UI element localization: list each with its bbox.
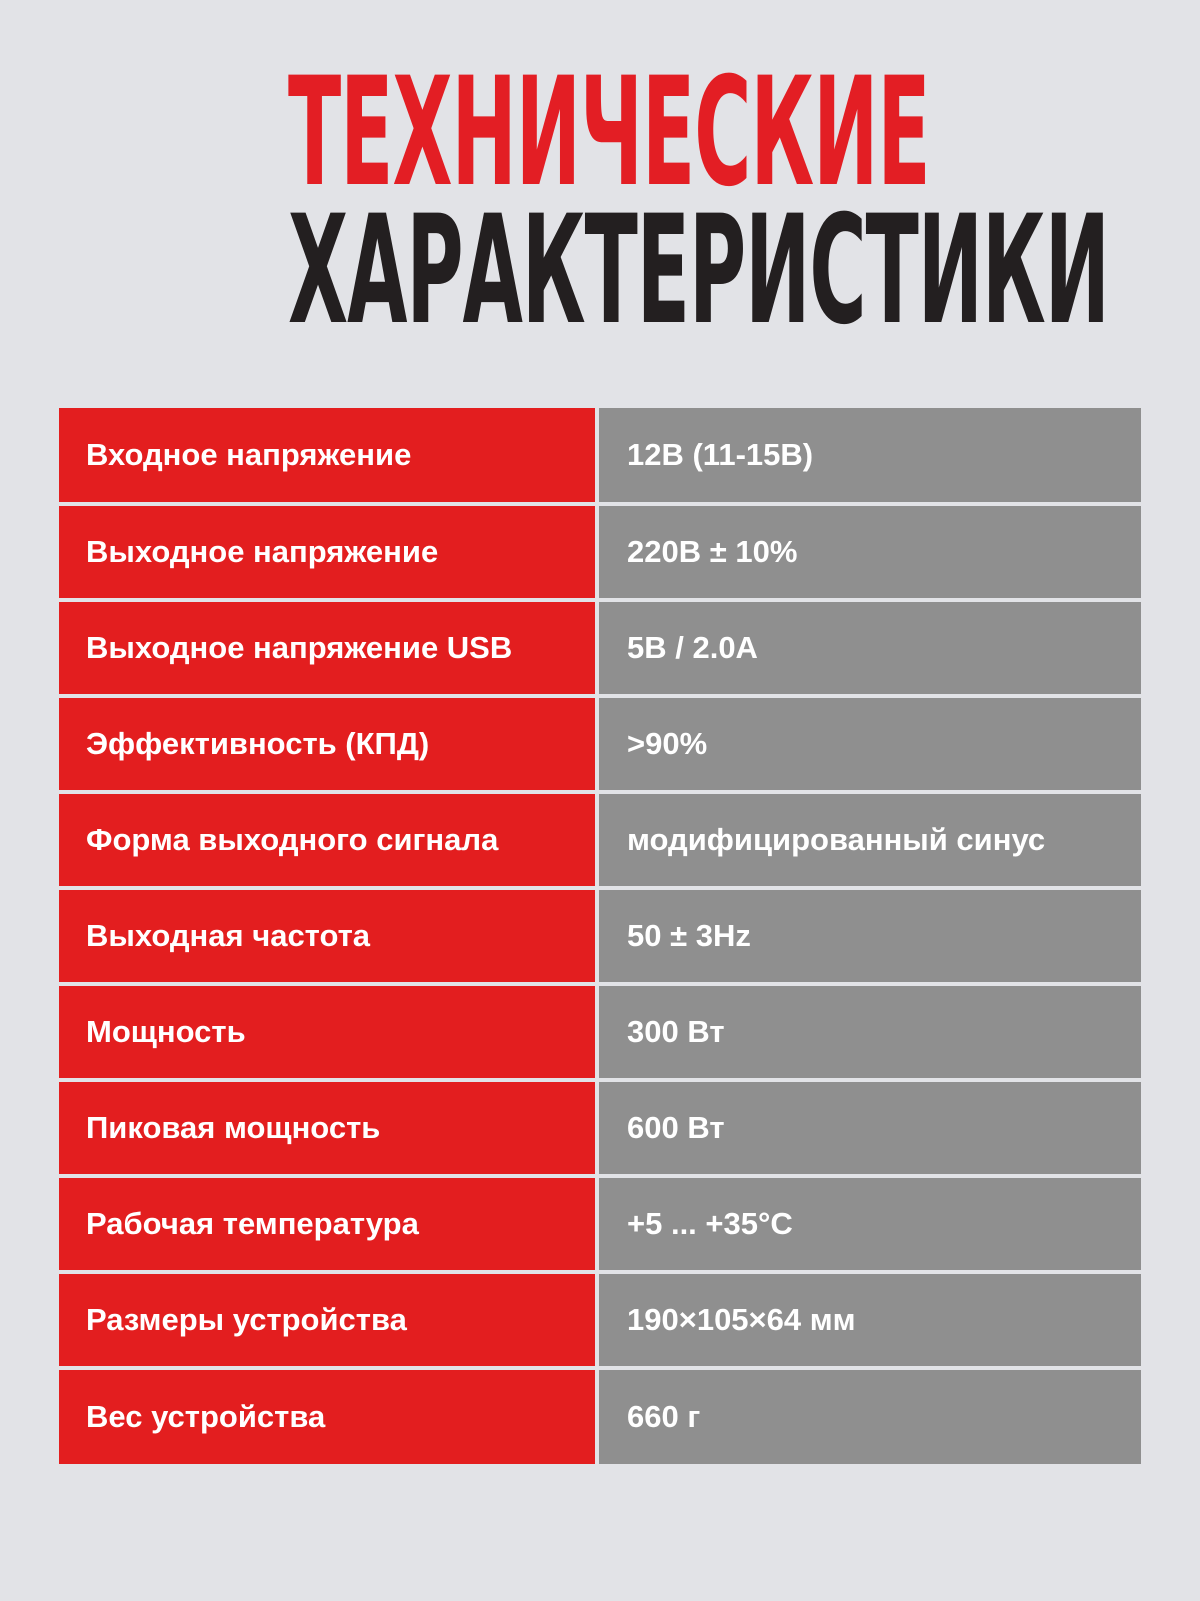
table-row xyxy=(59,984,1141,1080)
table-row xyxy=(59,888,1141,984)
spec-value: модифицированный синус xyxy=(597,792,1141,888)
spec-label: Мощность xyxy=(59,984,597,1080)
table-row xyxy=(59,1368,1141,1464)
spec-value: 50 ± 3Hz xyxy=(597,888,1141,984)
table-row xyxy=(59,600,1141,696)
spec-value: >90% xyxy=(597,696,1141,792)
spec-label: Форма выходного сигнала xyxy=(59,792,597,888)
spec-value: 12В (11-15В) xyxy=(597,408,1141,504)
spec-label: Входное напряжение xyxy=(59,408,597,504)
spec-value: 220В ± 10% xyxy=(597,504,1141,600)
spec-value: 660 г xyxy=(597,1368,1141,1464)
table-row xyxy=(59,504,1141,600)
spec-label: Размеры устройства xyxy=(59,1272,597,1368)
spec-value: 600 Вт xyxy=(597,1080,1141,1176)
spec-value: 190×105×64 мм xyxy=(597,1272,1141,1368)
spec-value: +5 ... +35°С xyxy=(597,1176,1141,1272)
table-row xyxy=(59,1272,1141,1368)
spec-label: Пиковая мощность xyxy=(59,1080,597,1176)
spec-label: Выходное напряжение xyxy=(59,504,597,600)
page-title-line-2: ХАРАКТЕРИСТИКИ xyxy=(288,184,1109,358)
spec-label: Выходное напряжение USB xyxy=(59,600,597,696)
table-row xyxy=(59,792,1141,888)
spec-label: Эффективность (КПД) xyxy=(59,696,597,792)
spec-value: 300 Вт xyxy=(597,984,1141,1080)
table-row xyxy=(59,408,1141,504)
spec-label: Выходная частота xyxy=(59,888,597,984)
specifications-table xyxy=(59,408,1141,1464)
table-row xyxy=(59,696,1141,792)
spec-value: 5В / 2.0А xyxy=(597,600,1141,696)
spec-label: Рабочая температура xyxy=(59,1176,597,1272)
spec-label: Вес устройства xyxy=(59,1368,597,1464)
page-title-line-1: ТЕХНИЧЕСКИЕ xyxy=(288,46,930,220)
table-row xyxy=(59,1080,1141,1176)
table-row xyxy=(59,1176,1141,1272)
